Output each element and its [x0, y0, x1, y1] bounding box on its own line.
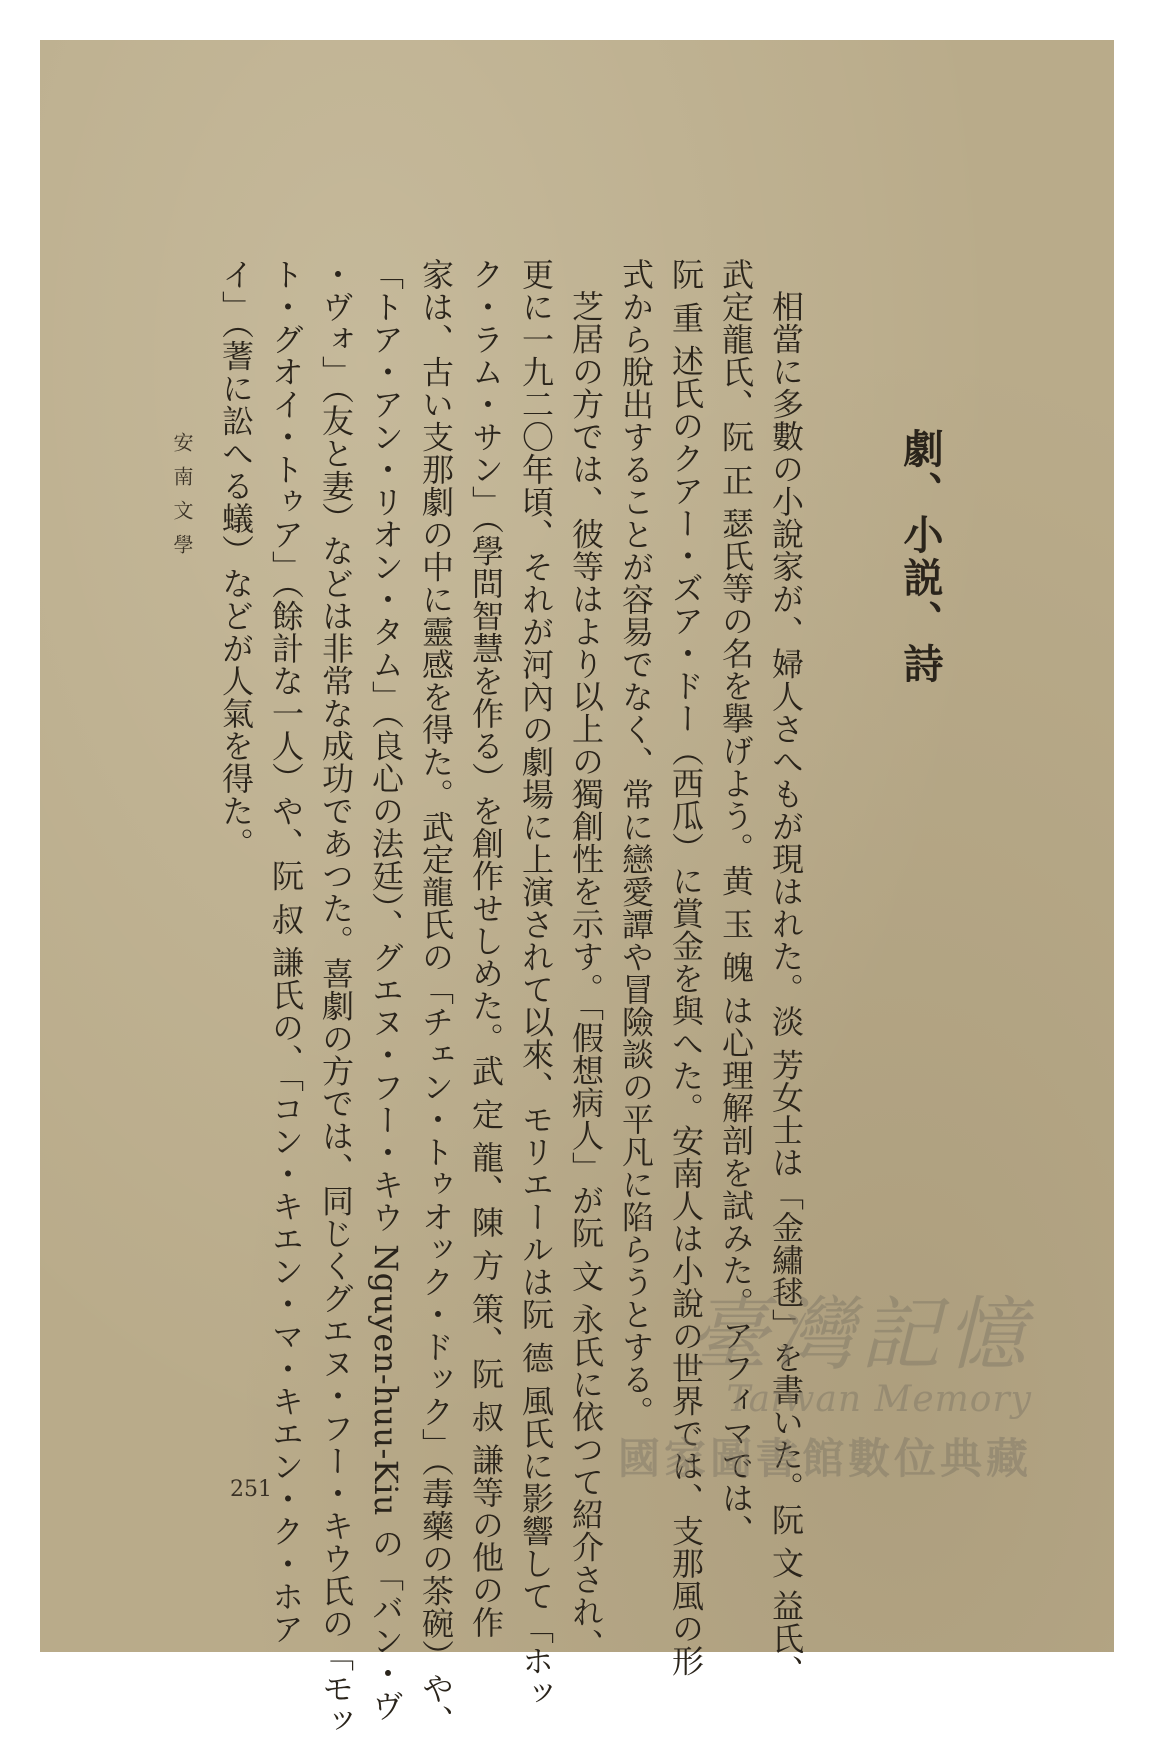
- chapter-title: 劇、小説、詩: [897, 428, 944, 686]
- body-line-11: ト・グオイ・トゥア」（餘計な一人）や、阮 叔 謙氏の、「コン・キエン・マ・キエン・ク・ホア: [267, 258, 305, 1645]
- body-line-1: 相當に多數の小說家が、婦人さへもが現はれた。淡 芳女士は「金繡毬」を書いた。阮 文 益氏、: [767, 290, 805, 1688]
- body-line-4: 式から脫出することが容易でなく、常に戀愛譚や冒險談の平凡に陷らうとする。: [617, 258, 655, 1428]
- watermark-library: 國家圖書館數位典藏: [617, 1434, 1032, 1483]
- watermark-english: Taiwan Memory: [726, 1379, 1032, 1420]
- body-line-8: 家は、古い支那劇の中に靈感を得た。武定龍氏の「チェン・トゥオック・ドック」（毒藥の茶碗）や、: [417, 258, 455, 1737]
- page-number: 251: [230, 1477, 272, 1502]
- watermark: [532, 1288, 1032, 1486]
- body-line-7: ク・ラム・サン」（學問智慧を作る）を創作せしめた。武 定 龍、陳 方 策、阮 叔 謙等の他の作: [467, 258, 505, 1639]
- body-line-3: 阮 重 述氏のクアー・ズア・ドー（西瓜）に賞金を與へた。安南人は小說の世界では、支那風の形: [667, 258, 705, 1677]
- body-line-2: 武定龍氏、阮 正 瑟氏等の名を擧げよう。黄 玉 魄 は心理解剖を試みた。アフィマでは、: [717, 258, 755, 1547]
- body-line-5: 芝居の方では、彼等はより以上の獨創性を示す。「假想病人」が阮 文 永氏に依つて紹介され、: [567, 290, 605, 1661]
- body-line-9: 「トア・アン・リオン・タム」（良心の法廷）、グエヌ・フー・キウ Nguyen-huu-Kiu の「バン・ヴ: [367, 258, 405, 1722]
- running-head: 安南文學: [170, 432, 194, 568]
- body-line-10: ・ヴォ」（友と妻）などは非常な成功であつた。喜劇の方では、同じくグエヌ・フー・キウ氏の「モッ: [317, 258, 355, 1737]
- watermark-calligraphy: 臺灣記憶: [688, 1288, 1032, 1381]
- body-line-12: イ」（蓍に訟へる蟻）などが人氣を得た。: [217, 258, 255, 860]
- body-line-6: 更に一九二〇年頃、それが河內の劇場に上演されて以來、モリエールは阮 德 風氏に影響して「ホッ: [517, 258, 555, 1710]
- book-page: [40, 40, 1114, 1737]
